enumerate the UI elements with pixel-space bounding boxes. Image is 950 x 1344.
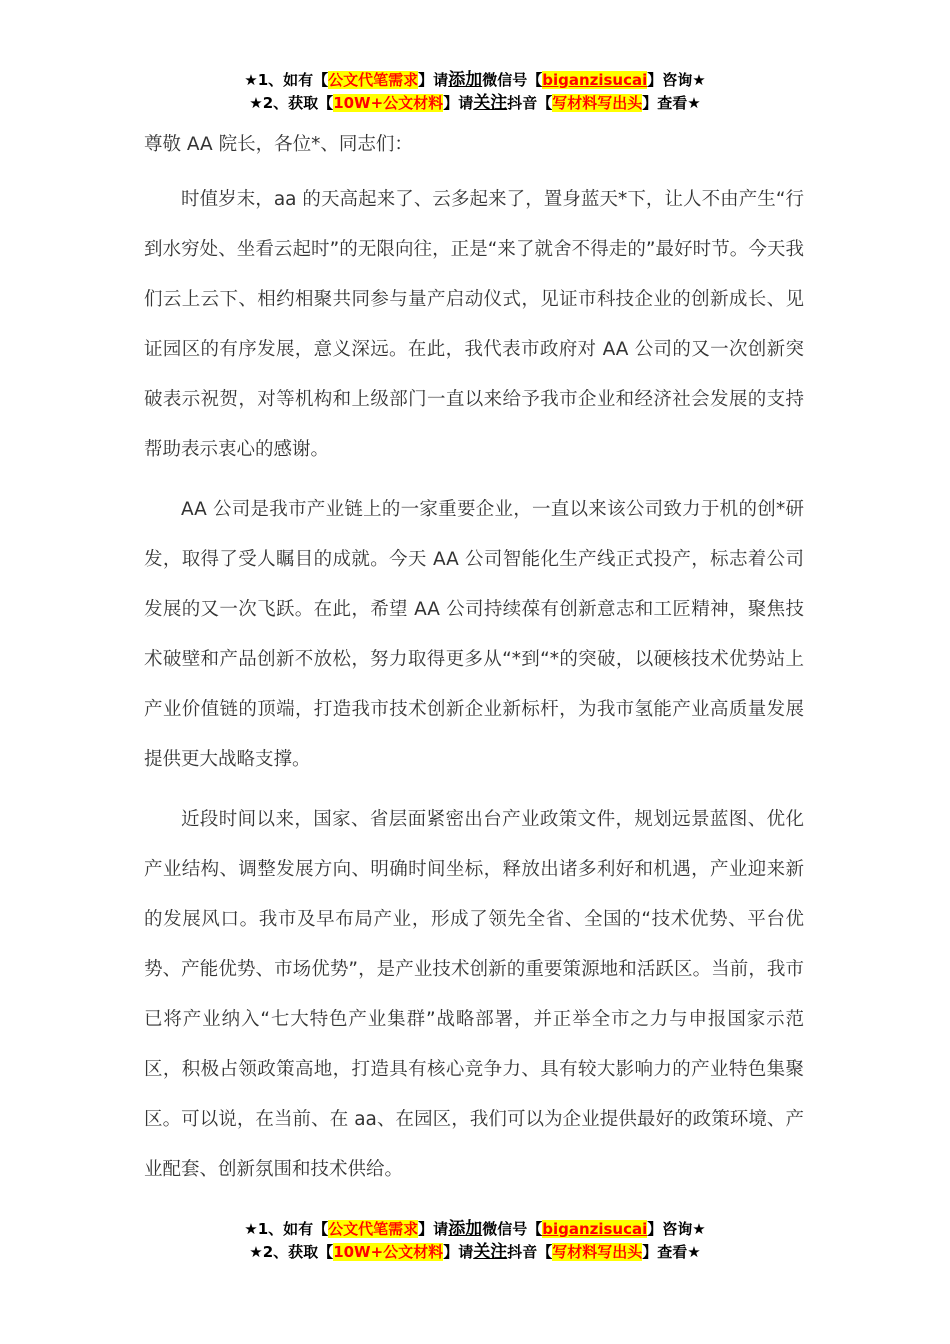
paragraph-3: 近段时间以来，国家、省层面紧密出台产业政策文件，规划远景蓝图、优化产业结构、调整发展方向、明确时间坐标，释放出诸多利好和机遇，产业迎来新的发展风口。我市及早布局产业，形成了领先全省、全国的“技术优势、平台优势、产能优势、市场优势”，是产业技术创新的重要策源地和活跃区。当前，我市已将产业纳入“七大特色产业集群”战略部署，并正举全市之力与申报国家示范区，积极占领政策高地，打造具有核心竞争力、具有较大影响力的产业特色集聚区。可以说，在当前、在 aa、在园区，我们可以为企业提供最好的政策环境、产业配套、创新氛围和技术供给。 — [144, 809, 804, 1180]
banner-highlight-service: 公文代笔需求 — [328, 1220, 419, 1238]
banner-text: 】请 — [418, 1220, 449, 1238]
banner-text: 抖音【 — [507, 1243, 553, 1261]
banner-text: 】咨询★ — [647, 1220, 706, 1238]
banner-emphasis: 添加 — [448, 70, 483, 90]
banner-highlight-materials: 10W+公文材料 — [333, 1243, 444, 1261]
banner-line-1 — [0, 69, 950, 92]
banner-text: 】咨询★ — [647, 71, 706, 89]
document-body — [144, 127, 804, 1205]
salutation: 尊敬 AA 院长，各位*、同志们： — [144, 134, 413, 155]
paragraph-1: 时值岁末，aa 的天高起来了、云多起来了，置身蓝天*下，让人不由产生“行到水穷处、坐看云起时”的无限向往，正是“来了就舍不得走的”最好时节。今天我们云上云下、相约相聚共同参与量产启动仪式，见证市科技企业的创新成长、见证园区的有序发展，意义深远。在此，我代表市政府对 AA 公司的又一次创新突破表示祝贺，对等机构和上级部门一直以来给予我市企业和经济社会发展的支持帮助表示衷心的感谢。 — [144, 189, 804, 460]
header-banner — [0, 69, 950, 115]
banner-text: 】请 — [443, 94, 474, 112]
banner-highlight-wechat-id: biganzisucai — [542, 1220, 648, 1238]
banner-highlight-service: 公文代笔需求 — [328, 71, 419, 89]
banner-text: 】请 — [443, 1243, 474, 1261]
banner-highlight-materials: 10W+公文材料 — [333, 94, 444, 112]
banner-text: ★2、获取【 — [249, 94, 334, 112]
banner-highlight-douyin: 写材料写出头 — [552, 1243, 643, 1261]
banner-text: 】请 — [418, 71, 449, 89]
footer-banner — [0, 1218, 950, 1264]
banner-emphasis: 关注 — [473, 1242, 508, 1262]
banner-text: 微信号【 — [482, 1220, 543, 1238]
banner-emphasis: 关注 — [473, 93, 508, 113]
banner-text: 抖音【 — [507, 94, 553, 112]
banner-highlight-wechat-id: biganzisucai — [542, 71, 648, 89]
banner-text: 】查看★ — [642, 1243, 701, 1261]
paragraph-2: AA 公司是我市产业链上的一家重要企业，一直以来该公司致力于机的创*研发，取得了受人瞩目的成就。今天 AA 公司智能化生产线正式投产，标志着公司发展的又一次飞跃。在此，希望 AA 公司持续葆有创新意志和工匠精神，聚焦技术破壁和产品创新不放松，努力取得更多从“*到“*的突破，以硬核技术优势站上产业价值链的顶端，打造我市技术创新企业新标杆，为我市氢能产业高质量发展提供更大战略支撑。 — [144, 499, 804, 770]
banner-text: ★1、如有【 — [244, 1220, 329, 1238]
banner-line-2 — [0, 92, 950, 115]
banner-text: 微信号【 — [482, 71, 543, 89]
banner-emphasis: 添加 — [448, 1219, 483, 1239]
banner-text: 】查看★ — [642, 94, 701, 112]
banner-highlight-douyin: 写材料写出头 — [552, 94, 643, 112]
banner-line-2 — [0, 1241, 950, 1264]
banner-line-1 — [0, 1218, 950, 1241]
banner-text: ★1、如有【 — [244, 71, 329, 89]
banner-text: ★2、获取【 — [249, 1243, 334, 1261]
